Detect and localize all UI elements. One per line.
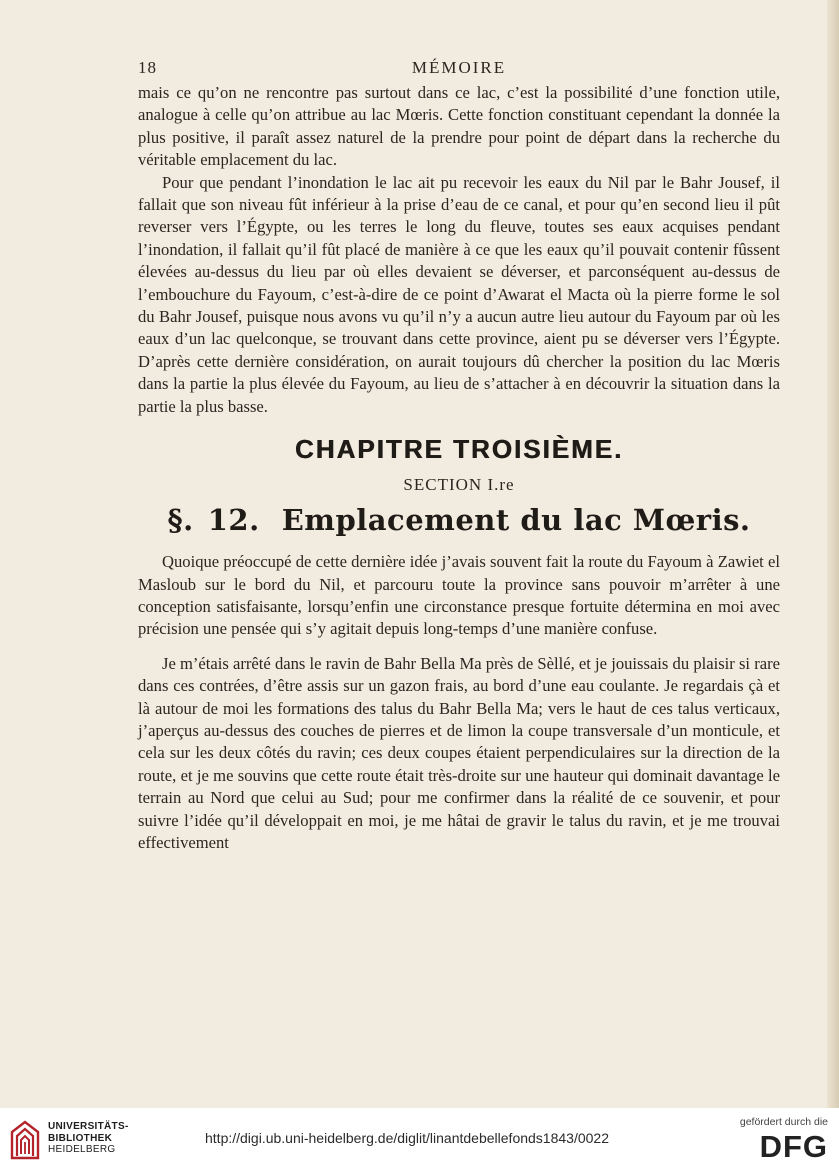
library-name-line: HEIDELBERG bbox=[48, 1144, 116, 1155]
source-url-link[interactable]: http://digi.ub.uni-heidelberg.de/diglit/linantdebellefonds1843/0022 bbox=[205, 1130, 609, 1146]
page-edge-shadow bbox=[827, 0, 839, 1108]
section-heading bbox=[138, 503, 780, 537]
footer-bar bbox=[0, 1108, 839, 1170]
university-library-logo-icon bbox=[9, 1118, 41, 1160]
dfg-logo: DFG bbox=[759, 1129, 828, 1164]
library-name-line: BIBLIOTHEK bbox=[48, 1132, 113, 1144]
section-label: SECTION I.re bbox=[403, 475, 515, 495]
paragraph: mais ce qu’on ne rencontre pas surtout dans ce lac, c’est la possibilité d’une fonction utile, analogue à celle qu’on attribue au lac Mœris. Cette fonction constituant cependant la donnée la plus positive, il paraît assez naturel de la prendre pour point de départ dans la recherche du véritable emplacement du lac. bbox=[138, 83, 780, 170]
section-symbol: §. bbox=[167, 503, 194, 538]
paragraph: Pour que pendant l’inondation le lac ait pu recevoir les eaux du Nil par le Bahr Jousef, il fallait que son niveau fût inférieur à la prise d’eau de ce canal, et pour qu’en second lieu il pût reverser vers l’Égypte, ou les terres le long du fleuve, toutes ses eaux acquises pendant l’inondation, il fallait qu’il fût placé de manière à ce que les eaux qu’il pouvait contenir fûssent élevées au-dessus du lieu par où elles devaient se déverser, et parconséquent au-dessus de l’embouchure du Fayoum, c’est-à-dire de ce point d’Awarat el Macta où la pierre forme le sol du Bahr Jousef, puisque nous avons vu qu’il n’y a aucun autre lieu autour du Fayoum par où les eaux d’un lac quelconque, se trouvant dans cette province, aient pu se déverser vers l’Égypte. D’après cette dernière considération, on aurait toujours dû chercher la position du lac Mœris dans la partie la plus élevée du Fayoum, au lieu de s’attacher à en découvrir la situation dans la partie la plus basse. bbox=[138, 172, 780, 416]
paragraph: Je m’étais arrêté dans le ravin de Bahr Bella Ma près de Sèllé, et je jouissais du plaisir si rare dans ces contrées, d’être assis sur un gazon frais, au bord d’une eau coulante. Je regardais çà et là autour de moi les formations des talus du Bahr Bella Ma; vers le haut de ces talus verticaux, j’aperçus au-dessus des couches de pierres et de limon la coupe transversale d’un monticule, et cela sur les deux côtés du ravin; ces deux coupes étaient perpendiculaires sur la direction de la route, et je me souvins que cette route était très-droite sur une hauteur qui dominait davantage le terrain au Nord que celui au Sud; pour me confirmer dans la réalité de ce souvenir, et pour suivre l’idée qu’il développait en moi, je me hâtai de gravir le talus du ravin, et je me trouvai effectivement bbox=[138, 653, 780, 852]
paragraph: Quoique préoccupé de cette dernière idée j’avais souvent fait la route du Fayoum à Zawiet el Masloub sur le bord du Nil, et parcouru toute la province sans pouvoir m’arrêter à une conception satisfaisante, lorsqu’enfin une circonstance presque fortuite détermina en moi avec précision une pensée qui s’y agitait depuis long-temps d’une manière confuse. bbox=[138, 552, 780, 639]
chapter-title: CHAPITRE TROISIÈME. bbox=[294, 434, 624, 465]
running-title: MÉMOIRE bbox=[411, 58, 507, 77]
text-block bbox=[138, 58, 780, 854]
running-head bbox=[138, 58, 780, 82]
page-number: 18 bbox=[138, 58, 157, 77]
section-title: Emplacement du lac Mœris. bbox=[281, 503, 751, 538]
library-name bbox=[48, 1121, 129, 1156]
section-number: 12. bbox=[207, 503, 260, 538]
funding-credit bbox=[728, 1116, 828, 1164]
library-name-line: UNIVERSITÄTS- bbox=[48, 1121, 129, 1132]
paragraph-gap bbox=[138, 641, 780, 653]
funding-label: gefördert durch die bbox=[739, 1116, 828, 1128]
